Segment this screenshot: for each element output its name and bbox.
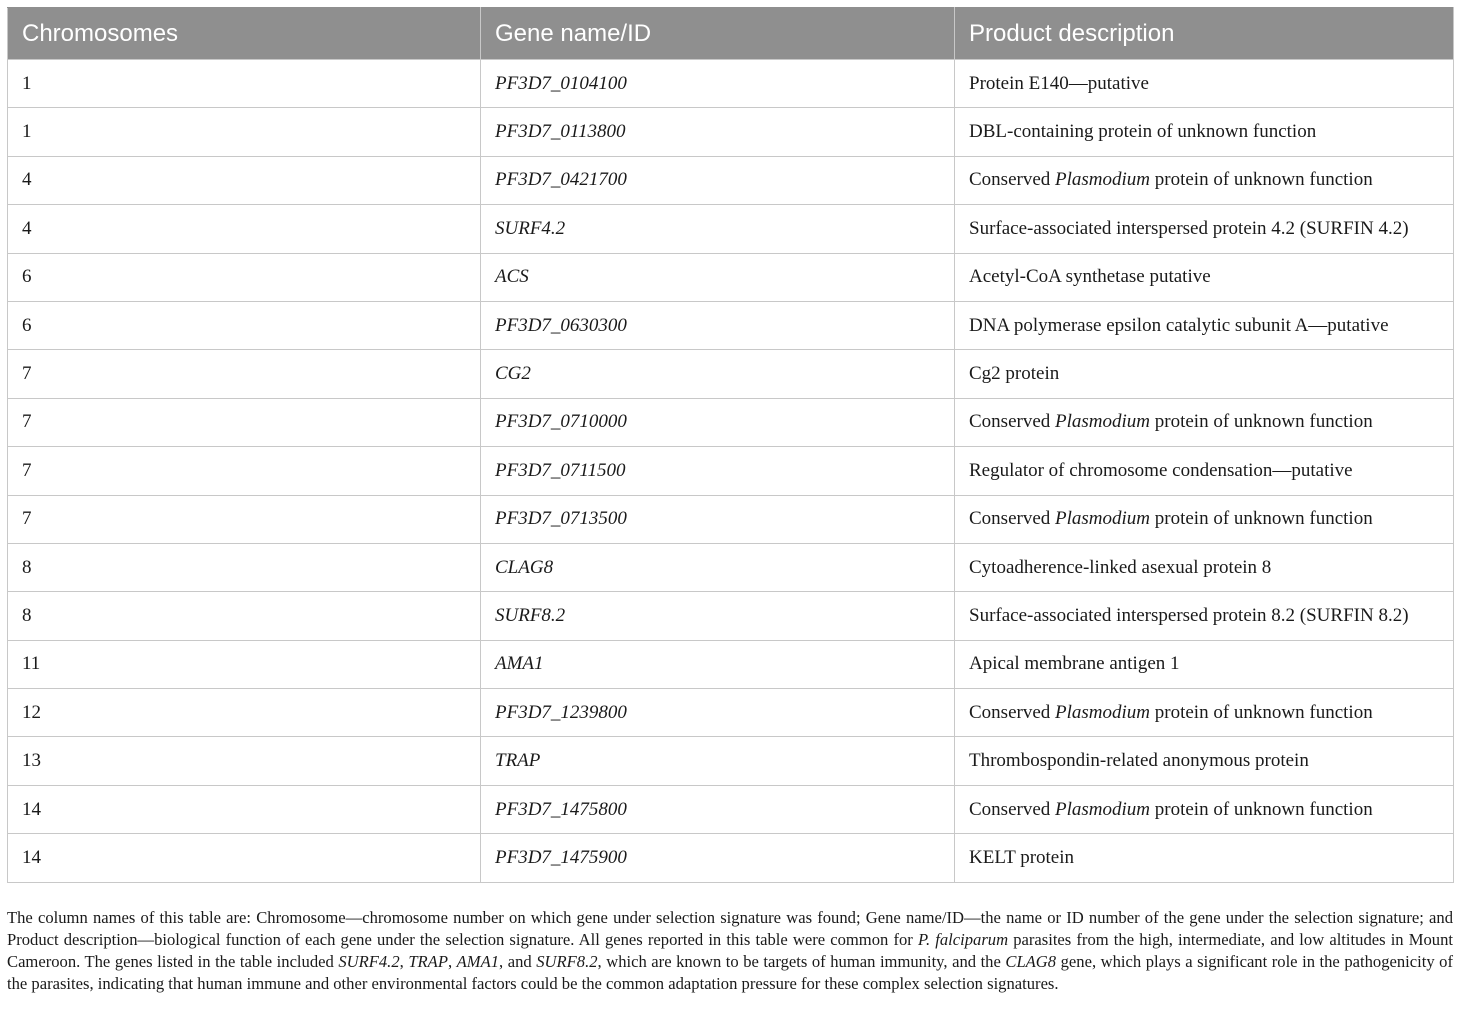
table-row [8,737,1454,785]
header-gene-name-id: Gene name/ID [481,8,955,60]
cell-chromosome: 7 [8,350,481,398]
cell-product-description [955,60,1454,108]
table-row [8,447,1454,495]
table-footnote [7,907,1453,996]
table-row [8,785,1454,833]
table-row [8,689,1454,737]
cell-chromosome: 6 [8,301,481,349]
gene-table-container [7,7,1453,883]
cell-product-description [955,689,1454,737]
cell-chromosome: 8 [8,592,481,640]
product-text-segment: Thrombospondin-related anonymous protein [969,750,1309,772]
cell-chromosome: 1 [8,60,481,108]
cell-product-description [955,156,1454,204]
cell-gene-name: AMA1 [481,640,955,688]
footnote-text-segment: gene, which plays a significant role in the pathogenicity of the parasites, indicating that human immune and other environmental factors could be the common adaptation pressure for these complex selection signatures. [7,952,1454,994]
cell-chromosome: 12 [8,689,481,737]
cell-gene-name: ACS [481,253,955,301]
cell-product-description [955,737,1454,785]
footnote-text-segment: , [447,952,457,971]
product-text-segment: protein of unknown function [1150,798,1373,820]
cell-gene-name: SURF8.2 [481,592,955,640]
table-row [8,592,1454,640]
cell-chromosome: 11 [8,640,481,688]
cell-product-description [955,495,1454,543]
cell-product-description [955,253,1454,301]
cell-chromosome: 14 [8,785,481,833]
header-product-description: Product description [955,8,1454,60]
cell-product-description [955,301,1454,349]
product-text-segment: Conserved [969,169,1056,191]
cell-product-description [955,592,1454,640]
footnote-text-segment: CLAG8 [1005,952,1057,971]
footnote-text-segment: , and [499,952,537,971]
cell-product-description [955,108,1454,156]
cell-gene-name: PF3D7_0113800 [481,108,955,156]
product-text-segment: Conserved [969,798,1056,820]
product-text-segment: Acetyl-CoA synthetase putative [969,266,1211,288]
table-row [8,60,1454,108]
product-text-segment: Plasmodium [1055,508,1151,530]
product-text-segment: protein of unknown function [1150,508,1373,530]
table-row [8,205,1454,253]
product-text-segment: Surface-associated interspersed protein 8.2 (SURFIN 8.2) [969,604,1409,626]
product-text-segment: Apical membrane antigen 1 [969,653,1180,675]
product-text-segment: KELT protein [969,846,1075,868]
cell-gene-name: PF3D7_1239800 [481,689,955,737]
product-text-segment: DNA polymerase epsilon catalytic subunit A—putative [969,314,1389,336]
product-text-segment: Protein E140—putative [969,72,1149,94]
table-row [8,398,1454,446]
product-text-segment: Cytoadherence-linked asexual protein 8 [969,556,1272,578]
cell-gene-name: PF3D7_0630300 [481,301,955,349]
cell-chromosome: 4 [8,156,481,204]
cell-product-description [955,350,1454,398]
product-text-segment: Cg2 protein [969,363,1060,385]
cell-chromosome: 7 [8,398,481,446]
footnote-text-segment: The column names of this table are: Chromosome—chromosome number on which gene under selection signature was found; Gene name/ID—the name or ID number of the gene under the selection signature; and Product description—biological function of each gene under the selection signature. All genes reported in this table were common for [7,907,1453,949]
gene-table [7,7,1454,883]
cell-product-description [955,640,1454,688]
header-row [8,8,1454,60]
table-row [8,108,1454,156]
cell-gene-name: CLAG8 [481,543,955,591]
product-text-segment: protein of unknown function [1150,169,1373,191]
cell-gene-name: PF3D7_1475800 [481,785,955,833]
product-text-segment: Conserved [969,411,1056,433]
header-chromosomes: Chromosomes [8,8,481,60]
cell-gene-name: PF3D7_1475900 [481,834,955,882]
table-row [8,156,1454,204]
cell-gene-name: PF3D7_0713500 [481,495,955,543]
product-text-segment: Conserved [969,508,1056,530]
cell-chromosome: 8 [8,543,481,591]
cell-chromosome: 7 [8,495,481,543]
cell-gene-name: CG2 [481,350,955,398]
cell-chromosome: 14 [8,834,481,882]
table-row [8,834,1454,882]
product-text-segment: Surface-associated interspersed protein 4.2 (SURFIN 4.2) [969,217,1409,239]
cell-gene-name: PF3D7_0711500 [481,447,955,495]
table-row [8,350,1454,398]
cell-gene-name: SURF4.2 [481,205,955,253]
cell-gene-name: PF3D7_0104100 [481,60,955,108]
footnote-text-segment: P. falciparum [917,929,1009,949]
footnote-text-segment: , which are known to be targets of human immunity, and the [597,952,1006,971]
product-text-segment: DBL-containing protein of unknown function [969,121,1317,143]
cell-chromosome: 1 [8,108,481,156]
table-body [8,60,1454,883]
footnote-text-segment: AMA1 [456,952,500,971]
product-text-segment: Plasmodium [1055,411,1151,433]
footnote-text-segment: TRAP [408,952,448,971]
cell-product-description [955,785,1454,833]
table-row [8,253,1454,301]
cell-product-description [955,834,1454,882]
cell-product-description [955,447,1454,495]
cell-product-description [955,398,1454,446]
footnote-text-segment: SURF4.2 [338,952,400,971]
product-text-segment: Conserved [969,701,1056,723]
product-text-segment: protein of unknown function [1150,411,1373,433]
product-text-segment: protein of unknown function [1150,701,1373,723]
cell-chromosome: 13 [8,737,481,785]
cell-chromosome: 7 [8,447,481,495]
product-text-segment: Regulator of chromosome condensation—putative [969,459,1353,481]
footnote-text-segment: SURF8.2 [536,952,598,971]
cell-gene-name: PF3D7_0421700 [481,156,955,204]
footnote-text-segment: parasites from the high, intermediate, and low altitudes in Mount Cameroon. The genes listed in the table included [7,929,1454,971]
cell-chromosome: 4 [8,205,481,253]
cell-gene-name: TRAP [481,737,955,785]
table-row [8,640,1454,688]
product-text-segment: Plasmodium [1055,798,1151,820]
table-row [8,495,1454,543]
table-header [8,8,1454,60]
cell-gene-name: PF3D7_0710000 [481,398,955,446]
cell-chromosome: 6 [8,253,481,301]
cell-product-description [955,543,1454,591]
product-text-segment: Plasmodium [1055,169,1151,191]
table-row [8,301,1454,349]
cell-product-description [955,205,1454,253]
table-row [8,543,1454,591]
footnote-text-segment: , [399,952,409,971]
product-text-segment: Plasmodium [1055,701,1151,723]
